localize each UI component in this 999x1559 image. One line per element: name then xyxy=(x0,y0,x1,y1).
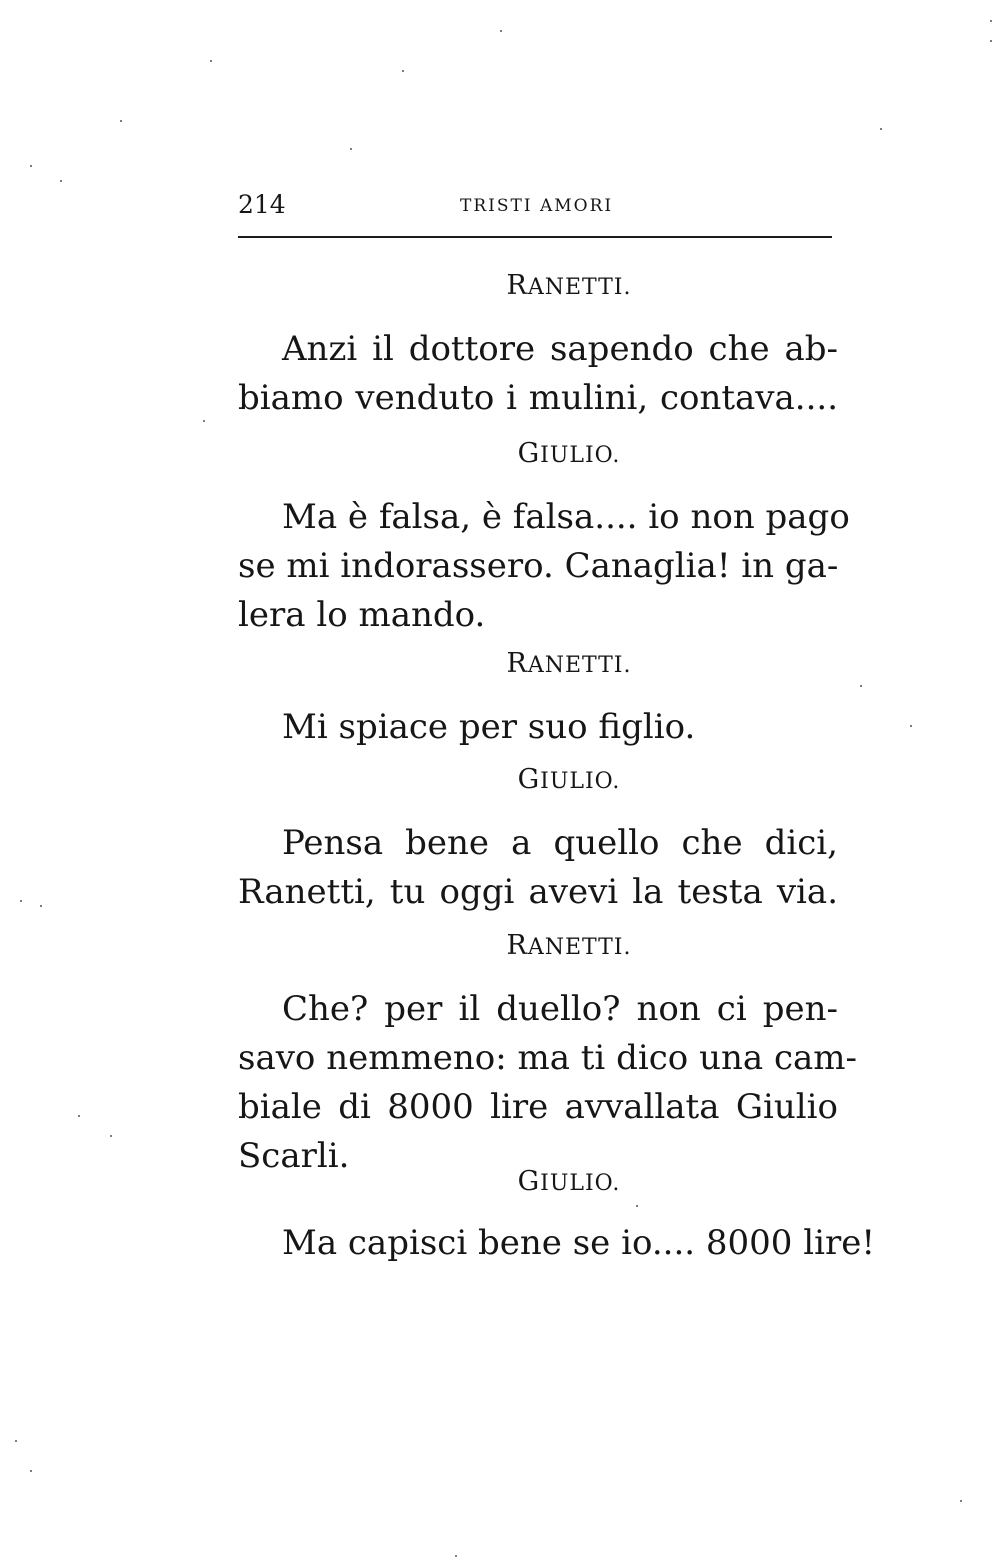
dialogue-block xyxy=(238,1166,876,1268)
dialogue-line: Anzi il dottore sapendo che ab- xyxy=(282,329,838,369)
dialogue-line: se mi indorassero. Canaglia! in ga- xyxy=(238,546,839,586)
dialogue-line: Pensa bene a quello che dici, xyxy=(282,823,838,863)
dialogue-block xyxy=(238,930,857,1181)
dialogue-block xyxy=(238,648,838,752)
dialogue-line: lera lo mando. xyxy=(238,595,486,635)
dialogue-line: Ma è falsa, è falsa.... io non pago xyxy=(282,497,850,537)
speaker-name: RANETTI. xyxy=(506,648,632,679)
running-title: TRISTI AMORI xyxy=(460,196,614,216)
dialogue-line: biamo venduto i mulini, contava.... xyxy=(238,378,838,418)
dialogue-line: Che? per il duello? non ci pen- xyxy=(282,989,838,1029)
dialogue-line: Ranetti, tu oggi avevi la testa via. xyxy=(238,872,838,912)
dialogue-line: Ma capisci bene se io.... 8000 lire! xyxy=(282,1223,876,1263)
dialogue-block xyxy=(238,438,850,640)
speaker-name: GIULIO. xyxy=(517,764,621,795)
dialogue-block xyxy=(238,764,838,917)
speaker-name: RANETTI. xyxy=(506,270,632,301)
dialogue-line: Mi spiace per suo figlio. xyxy=(282,707,696,747)
speaker-name: GIULIO. xyxy=(517,438,621,469)
dialogue-block xyxy=(238,270,838,423)
page-number: 214 xyxy=(238,190,286,219)
page-header xyxy=(238,186,832,226)
dialogue-line: savo nemmeno: ma ti dico una cam- xyxy=(238,1038,857,1078)
speaker-name: GIULIO. xyxy=(517,1166,621,1197)
dialogue-line: biale di 8000 lire avvallata Giulio xyxy=(238,1087,838,1127)
header-rule xyxy=(238,236,832,238)
dialogue-line: Scarli. xyxy=(238,1136,350,1176)
speaker-name: RANETTI. xyxy=(506,930,632,961)
